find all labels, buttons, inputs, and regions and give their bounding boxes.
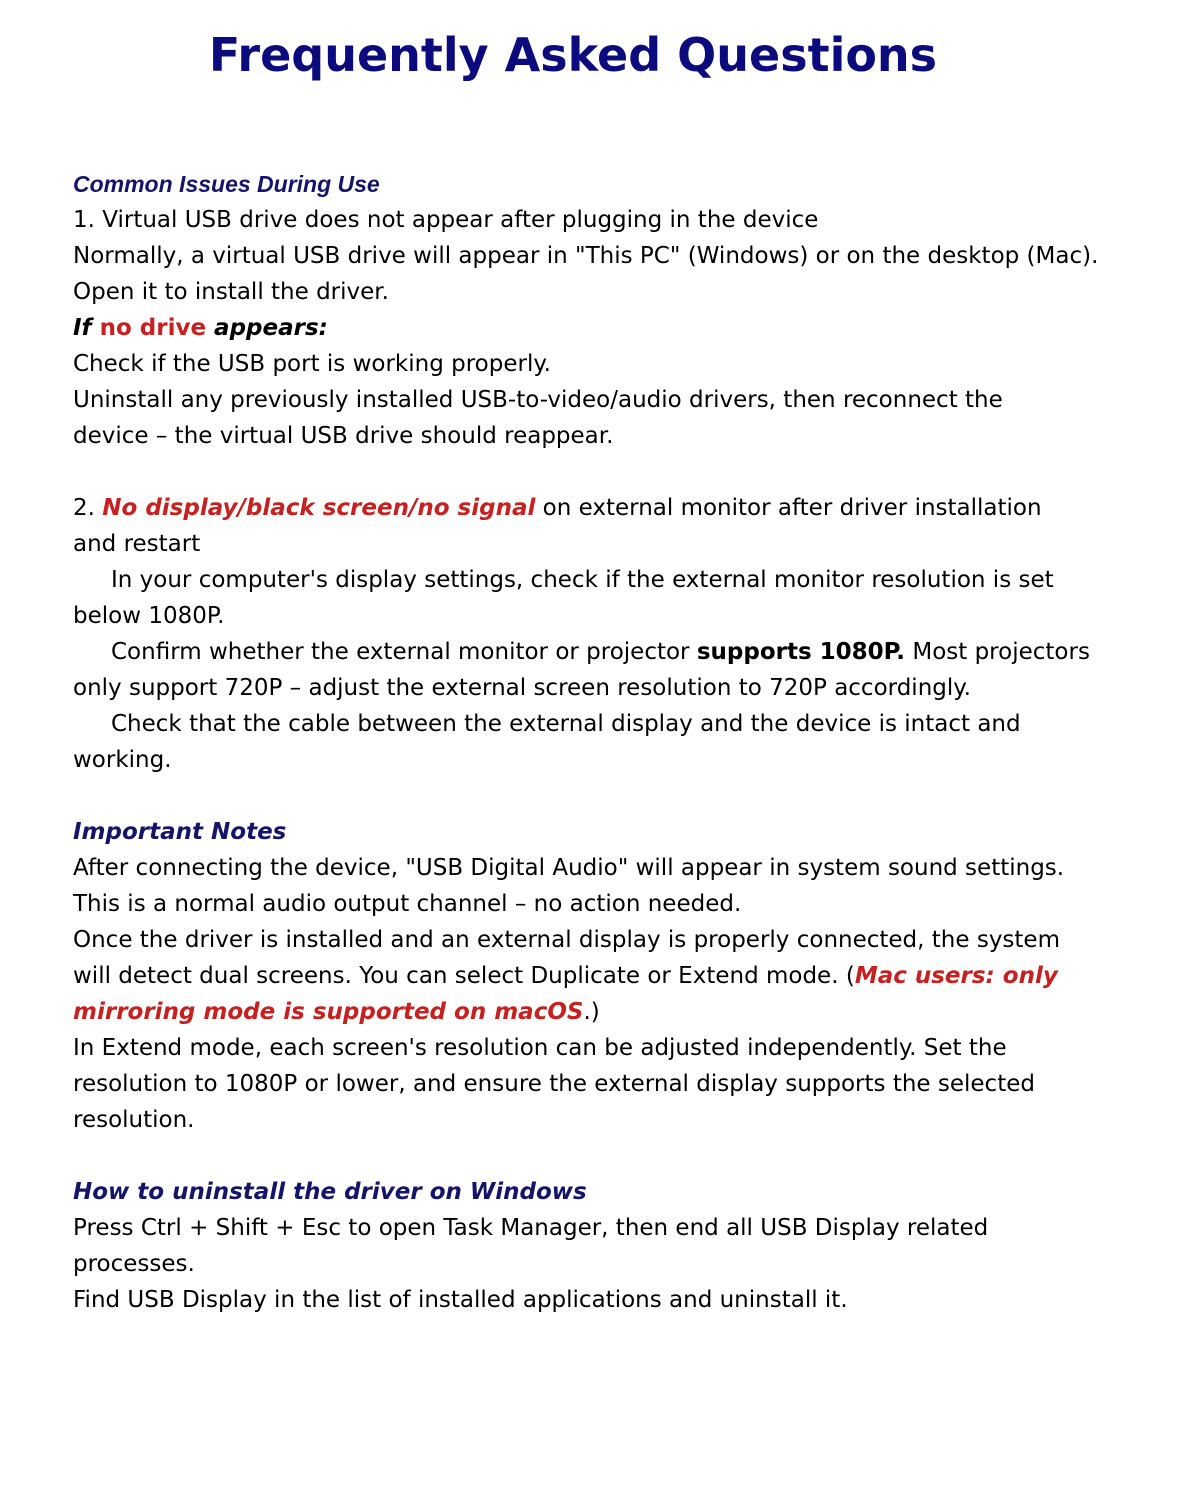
if-highlight: no drive: [99, 315, 207, 341]
if-prefix: If: [73, 315, 100, 341]
issue-2-highlight: No display/black screen/no signal: [102, 495, 536, 521]
issue-2-check-3-line-1: Check that the cable between the external display and the device is intact and: [111, 711, 1021, 737]
uninstall-step-2: Find USB Display in the list of installed applications and uninstall it.: [73, 1287, 848, 1313]
page-title: Frequently Asked Questions: [208, 28, 938, 82]
check-2-prefix: Confirm whether the external monitor or projector: [111, 639, 697, 665]
issue-2-check-1-line-2: below 1080P.: [73, 603, 225, 629]
note-2-line-3-suffix: .): [583, 999, 600, 1025]
note-2-line-1: Once the driver is installed and an external display is properly connected, the system: [73, 927, 1060, 953]
note-2-mac-highlight-2: mirroring mode is supported on macOS: [73, 999, 584, 1025]
issue-1-desc-line-2: Open it to install the driver.: [73, 279, 389, 305]
note-2-mac-highlight-1: Mac users: only: [854, 963, 1058, 989]
check-2-bold: supports 1080P.: [696, 639, 906, 665]
note-2-line-3: [73, 994, 1173, 1030]
faq-content: [73, 166, 1173, 1318]
note-2-line-2-prefix: will detect dual screens. You can select Duplicate or Extend mode. (: [73, 963, 855, 989]
section-heading-uninstall: How to uninstall the driver on Windows: [73, 1179, 587, 1205]
issue-1-if-no-drive: [73, 310, 1173, 346]
note-3-line-3: resolution.: [73, 1107, 195, 1133]
if-suffix: appears:: [206, 315, 328, 341]
issue-2-title-line-2: and restart: [73, 531, 201, 557]
section-heading-important-notes: Important Notes: [73, 819, 287, 845]
note-3-line-2: resolution to 1080P or lower, and ensure the external display supports the selected: [73, 1071, 1035, 1097]
issue-2-check-1-line-1: In your computer's display settings, check if the external monitor resolution is set: [111, 567, 1054, 593]
issue-2-prefix: 2.: [73, 495, 103, 521]
issue-1-desc-line-1: Normally, a virtual USB drive will appear in "This PC" (Windows) or on the desktop (Mac).: [73, 243, 1099, 269]
issue-1-title: 1. Virtual USB drive does not appear after plugging in the device: [73, 207, 819, 233]
note-2-line-2: [73, 958, 1173, 994]
issue-2-title: [73, 490, 1173, 526]
spacer: [73, 1138, 1173, 1174]
issue-2-suffix: on external monitor after driver installation: [535, 495, 1042, 521]
check-2-suffix: Most projectors: [905, 639, 1090, 665]
section-heading-common-issues: Common Issues During Use: [73, 171, 380, 197]
uninstall-step-1-line-1: Press Ctrl + Shift + Esc to open Task Manager, then end all USB Display related: [73, 1215, 989, 1241]
note-3-line-1: In Extend mode, each screen's resolution can be adjusted independently. Set the: [73, 1035, 1007, 1061]
note-1-line-1: After connecting the device, "USB Digital Audio" will appear in system sound settings.: [73, 855, 1065, 881]
note-1-line-2: This is a normal audio output channel – no action needed.: [73, 891, 742, 917]
issue-2-check-2-line-2: only support 720P – adjust the external screen resolution to 720P accordingly.: [73, 675, 971, 701]
spacer: [73, 778, 1173, 814]
spacer: [73, 454, 1173, 490]
issue-1-step-2-line-1: Uninstall any previously installed USB-to-video/audio drivers, then reconnect the: [73, 387, 1003, 413]
issue-2-check-3-line-2: working.: [73, 747, 172, 773]
issue-1-step-2-line-2: device – the virtual USB drive should reappear.: [73, 423, 614, 449]
issue-1-step-1: Check if the USB port is working properly.: [73, 351, 551, 377]
issue-2-check-2-line-1: [73, 634, 1173, 670]
uninstall-step-1-line-2: processes.: [73, 1251, 195, 1277]
